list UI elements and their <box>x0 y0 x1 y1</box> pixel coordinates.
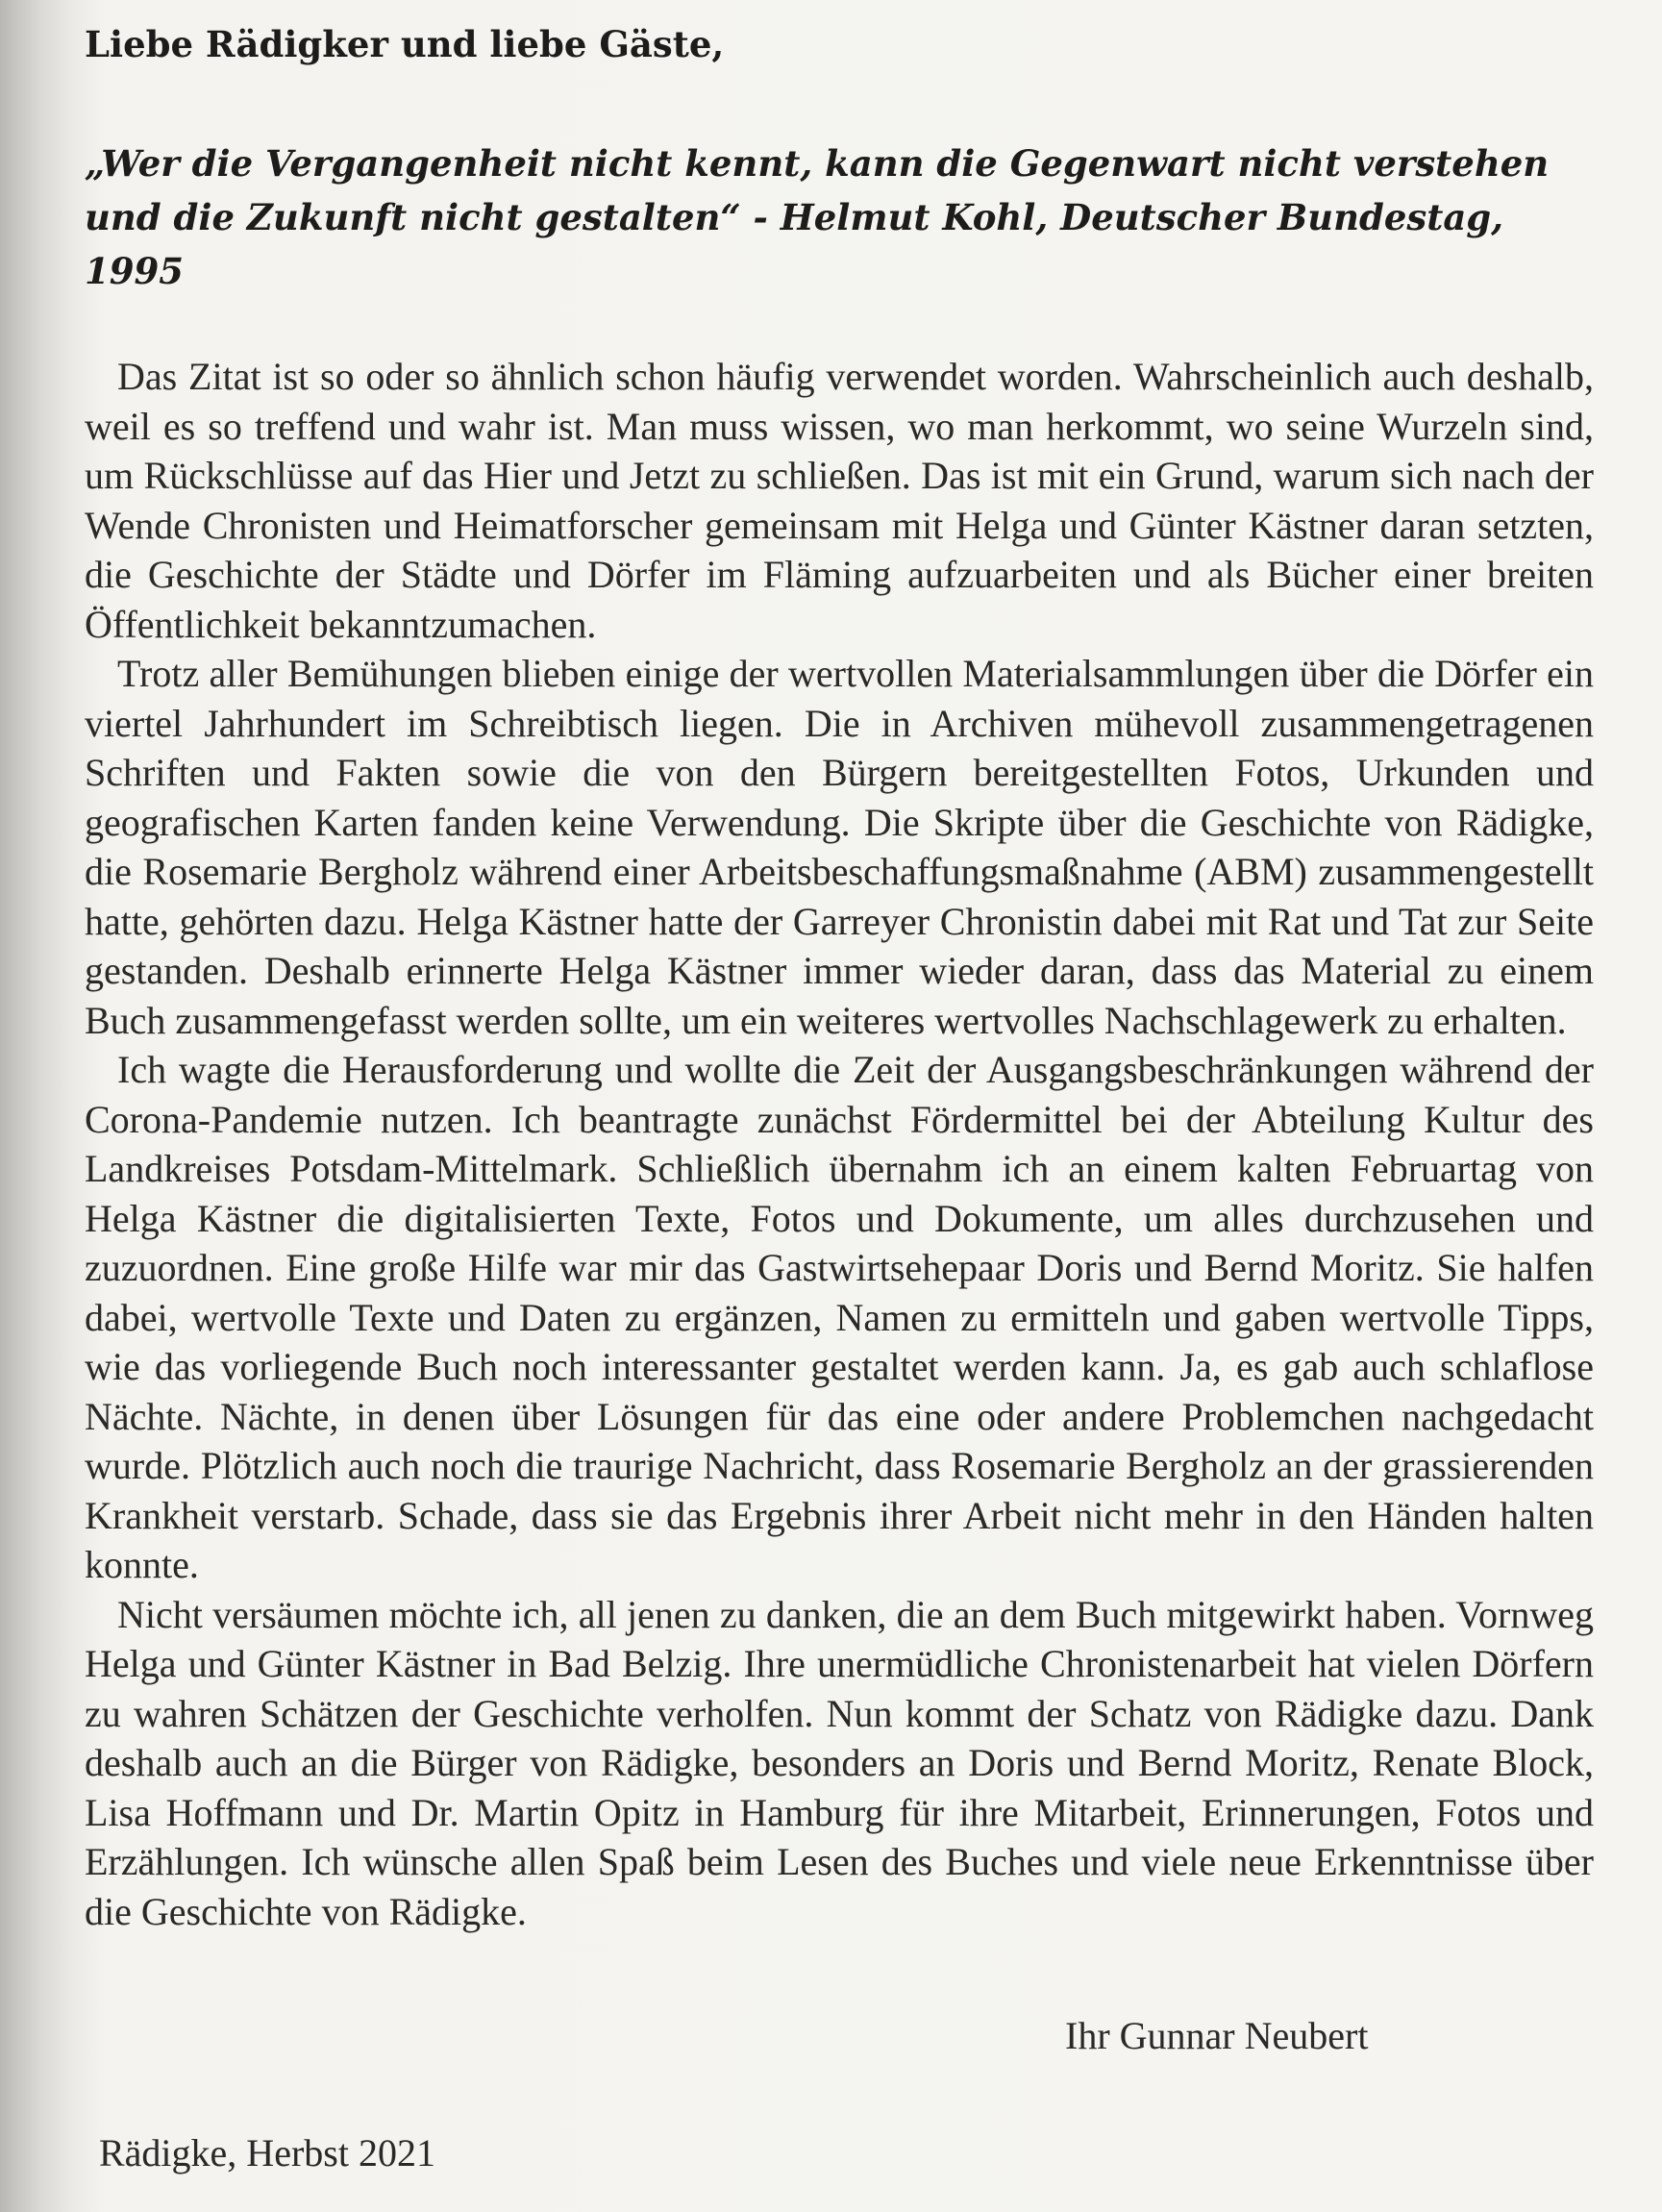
salutation: Liebe Rädigker und liebe Gäste, <box>85 23 725 65</box>
paragraph: Ich wagte die Herausforderung und wollte die Zeit der Ausgangsbeschränkungen während der Corona-Pandemie nutzen. Ich beantragte zunächst Fördermittel bei der Abteilung Kultur des Landkreises Potsdam-Mittelmark. Schließlich übernahm ich an einem kalten Februartag von Helga Kästner die digitalisierten Texte, Fotos und Dokumente, um alles durchzusehen und zuzuordnen. Eine große Hilfe war mir das Gastwirtsehepaar Doris und Bernd Moritz. Sie halfen dabei, wertvolle Texte und Daten zu ergänzen, Namen zu ermitteln und gaben wertvolle Tipps, wie das vorliegende Buch noch interessanter gestaltet werden kann. Ja, es gab auch schlaflose Nächte. Nächte, in denen über Lösungen für das eine oder andere Problemchen nachgedacht wurde. Plötzlich auch noch die traurige Nachricht, dass Rosemarie Bergholz an der grassierenden Krankheit verstarb. Schade, dass sie das Ergebnis ihrer Arbeit nicht mehr in den Händen halten konnte. <box>85 1048 1594 1586</box>
signature: Ihr Gunnar Neubert <box>1065 2014 1369 2057</box>
letter-body <box>85 352 1594 1936</box>
paragraph: Trotz aller Bemühungen blieben einige der wertvollen Materialsammlungen über die Dörfer ein viertel Jahrhundert im Schreibtisch liegen. Die in Archiven mühevoll zusammengetragenen Schriften und Fakten sowie die von den Bürgern bereitgestellten Fotos, Urkunden und geografischen Karten fanden keine Verwendung. Die Skripte über die Geschichte von Rädigke, die Rosemarie Bergholz während einer Arbeitsbeschaffungsmaßnahme (ABM) zusammengestellt hatte, gehörten dazu. Helga Kästner hatte der Garreyer Chronistin dabei mit Rat und Tat zur Seite gestanden. Deshalb erinnerte Helga Kästner immer wieder daran, dass das Material zu einem Buch zusammengefasst werden sollte, um ein weiteres wertvolles Nachschlagewerk zu erhalten. <box>85 652 1594 1042</box>
paragraph: Das Zitat ist so oder so ähnlich schon häufig verwendet worden. Wahrscheinlich auch deshalb, weil es so treffend und wahr ist. Man muss wissen, wo man herkommt, wo seine Wurzeln sind, um Rückschlüsse auf das Hier und Jetzt zu schließen. Das ist mit ein Grund, warum sich nach der Wende Chronisten und Heimatforscher gemeinsam mit Helga und Günter Kästner daran setzten, die Geschichte der Städte und Dörfer im Fläming aufzuarbeiten und als Bücher einer breiten Öffentlichkeit bekanntzumachen. <box>85 355 1594 646</box>
epigraph-quote: „Wer die Vergangenheit nicht kennt, kann die Gegenwart nicht verstehen und die Zukunft nicht gestalten“ - Helmut Kohl, Deutscher Bundestag, 1995 <box>85 142 1550 292</box>
place-date: Rädigke, Herbst 2021 <box>99 2131 435 2175</box>
paragraph: Nicht versäumen möchte ich, all jenen zu danken, die an dem Buch mitgewirkt haben. Vornweg Helga und Günter Kästner in Bad Belzig. Ihre unermüdliche Chronistenarbeit hat vielen Dörfern zu wahren Schätzen der Geschichte verholfen. Nun kommt der Schatz von Rädigke dazu. Dank deshalb auch an die Bürger von Rädigke, besonders an Doris und Bernd Moritz, Renate Block, Lisa Hoffmann und Dr. Martin Opitz in Hamburg für ihre Mitarbeit, Erinnerungen, Fotos und Erzählungen. Ich wünsche allen Spaß beim Lesen des Buches und viele neue Erkenntnisse über die Geschichte von Rädigke. <box>85 1592 1594 1933</box>
letter-content <box>85 15 1594 1936</box>
